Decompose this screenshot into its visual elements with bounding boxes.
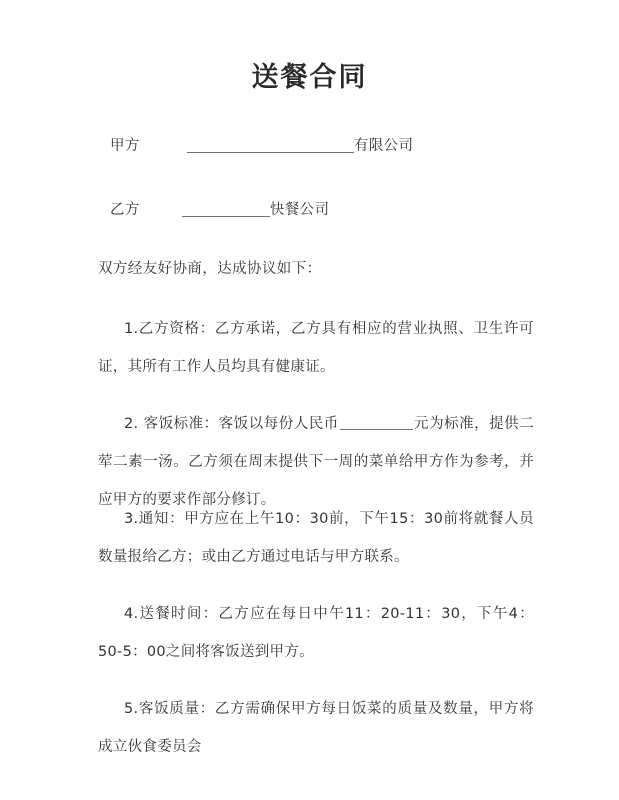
clause-5-text: 客饭质量：乙方需确保甲方每日饭菜的质量及数量，甲方将成立伙食委员会 [98, 701, 534, 755]
party-b-line [110, 198, 329, 219]
party-b-label: 乙方 [110, 202, 140, 218]
clause-2-price-blank[interactable] [340, 416, 413, 430]
party-a-line [110, 134, 413, 155]
agreement-intro-text: 双方经友好协商，达成协议如下： [98, 261, 322, 277]
clause-4-text: 送餐时间：乙方应在每日中午11：20-11：30，下午4：50-5：00之间将客饭送到甲方。 [98, 606, 534, 660]
page-title: 送餐合同 [251, 62, 368, 93]
clause-4-number: 4. [124, 606, 139, 622]
party-a-fill-blank[interactable] [187, 137, 354, 153]
clause-5-number: 5. [124, 701, 139, 717]
clause-3-number: 3. [124, 511, 139, 527]
party-a-label: 甲方 [110, 138, 140, 154]
clause-4 [98, 595, 534, 671]
clause-1-number: 1. [124, 321, 139, 337]
clause-2-number: 2. [124, 416, 139, 432]
clause-3 [98, 500, 534, 576]
party-b-suffix: 快餐公司 [269, 202, 330, 218]
clause-1-text: 乙方资格：乙方承诺，乙方具有相应的营业执照、卫生许可证，其所有工作人员均具有健康证。 [98, 321, 534, 375]
clause-2-text-before-blank: 客饭标准：客饭以每份人民币 [138, 416, 339, 432]
party-a-suffix: 有限公司 [353, 138, 414, 154]
clause-1 [98, 310, 534, 386]
clause-5 [98, 690, 534, 766]
clause-2-text-after-blank: 元为标准，提供二荤二素一汤。乙方须在周末提供下一周的菜单给甲方作为参考，并应甲方的要求作部分修订。 [98, 416, 534, 508]
party-b-fill-blank[interactable] [182, 201, 270, 217]
clause-3-text: 通知：甲方应在上午10：30前，下午15：30前将就餐人员数量报给乙方；或由乙方通过电话与甲方联系。 [98, 511, 534, 565]
